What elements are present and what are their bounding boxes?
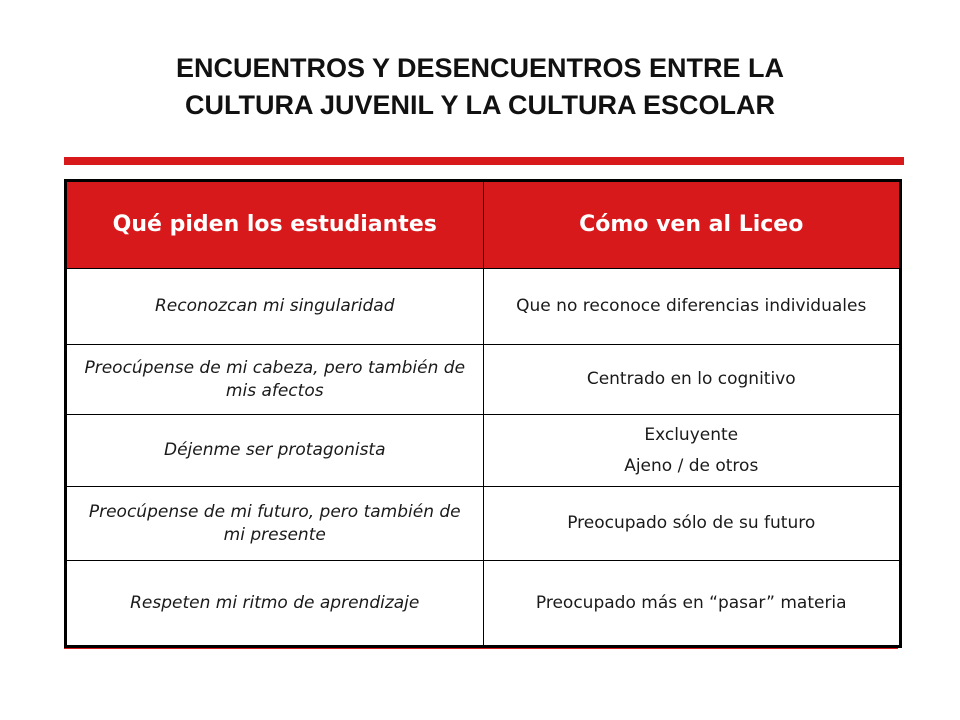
slide-title-line-2: CULTURA JUVENIL Y LA CULTURA ESCOLAR	[184, 90, 776, 120]
header-student-requests: Qué piden los estudiantes	[66, 181, 484, 269]
student-request-cell: Déjenme ser protagonista	[66, 415, 484, 487]
table-row	[66, 269, 901, 345]
school-view-text: Centrado en lo cognitivo	[586, 369, 796, 389]
red-divider-thin	[64, 648, 898, 649]
table-row	[66, 345, 901, 415]
comparison-table	[64, 179, 902, 648]
slide-title	[80, 50, 880, 124]
student-request-cell: Reconozcan mi singularidad	[66, 269, 484, 345]
school-view-text: Que no reconoce diferencias individuales	[516, 296, 867, 316]
student-request-cell: Preocúpense de mi futuro, pero también de mi presente	[66, 487, 484, 561]
header-school-view: Cómo ven al Liceo	[483, 181, 901, 269]
school-view-cell	[483, 561, 901, 647]
school-view-cell	[483, 415, 901, 487]
table-row	[66, 487, 901, 561]
student-request-cell: Respeten mi ritmo de aprendizaje	[66, 561, 484, 647]
school-view-cell	[483, 487, 901, 561]
table-row	[66, 561, 901, 647]
red-divider-thick	[64, 157, 904, 165]
school-view-text: Excluyente	[644, 424, 739, 445]
school-view-text: Ajeno / de otros	[624, 455, 759, 476]
school-view-cell	[483, 269, 901, 345]
school-view-cell	[483, 345, 901, 415]
slide-title-line-1: ENCUENTROS Y DESENCUENTROS ENTRE LA	[175, 53, 785, 83]
student-request-cell: Preocúpense de mi cabeza, pero también de mis afectos	[66, 345, 484, 415]
table-header-row	[66, 181, 901, 269]
school-view-text: Preocupado sólo de su futuro	[567, 513, 816, 533]
table-row	[66, 415, 901, 487]
school-view-text: Preocupado más en “pasar” materia	[535, 592, 847, 613]
